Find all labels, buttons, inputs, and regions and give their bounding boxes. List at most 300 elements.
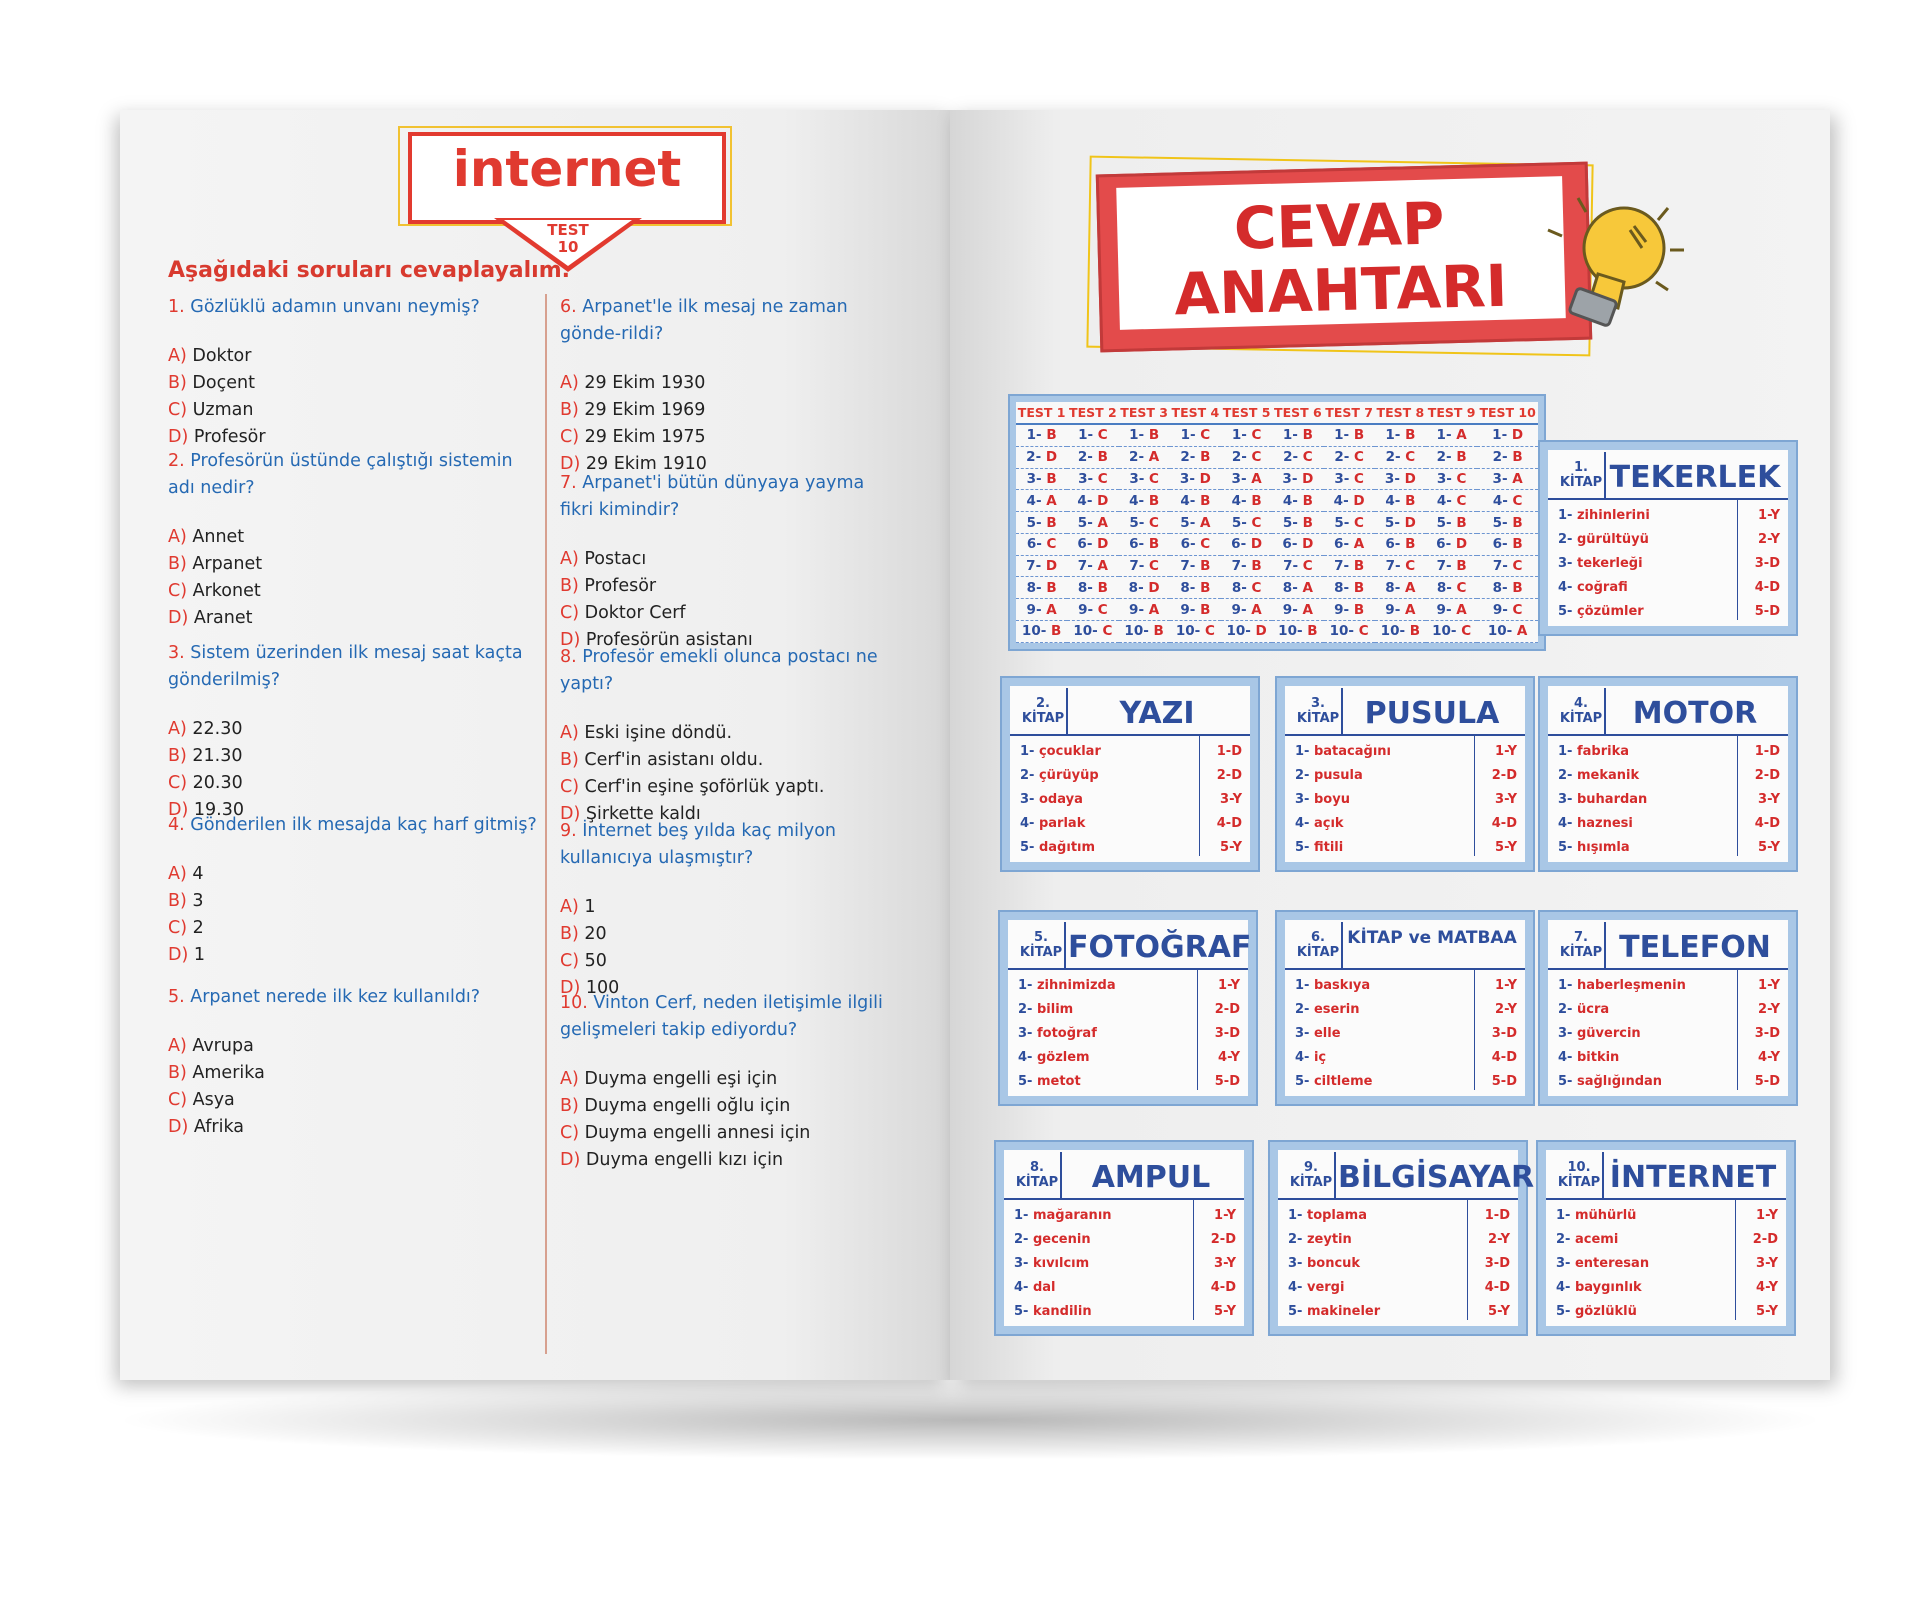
answer-cell [1272,533,1323,555]
test-badge [518,222,618,256]
option-text: Duyma engelli kızı için [580,1150,784,1170]
book-row [1556,1252,1778,1276]
answer-cell [1119,577,1170,599]
option-text: Cerf'in eşine şoförlük yaptı. [579,777,825,797]
header-rule [1004,1198,1244,1200]
book-row-answer: 3-D [1754,556,1780,571]
answer-cell [1067,533,1118,555]
option-text: 29 Ekim 1930 [578,373,706,393]
answer-number: 4- [1282,492,1298,509]
book-row-answer: 4-D [1754,580,1780,595]
answer-number: 6- [1077,536,1093,553]
book-row [1558,788,1780,812]
book-row-number: 3- [1018,1026,1033,1041]
book-number-value: 2. [1036,696,1050,711]
header-rule [1548,968,1788,970]
answer-letter: A [1297,601,1313,618]
book-row-number: 4- [1288,1280,1303,1295]
book-row-answer: 4-D [1754,816,1780,831]
option-letter: B) [560,1096,579,1116]
book-row-answer: 1-Y [1495,978,1517,993]
answer-number: 2- [1077,449,1093,466]
answer-cell [1016,424,1067,446]
answer-cell [1426,468,1477,490]
book-row-left [1020,764,1099,788]
option-letter: C) [560,427,580,447]
answer-cell [1375,512,1426,534]
answer-cell [1016,490,1067,512]
answer-cell [1221,555,1272,577]
book-row-left [1295,998,1359,1022]
answer-number: 6- [1492,536,1508,553]
answer-number: 3- [1026,470,1042,487]
question-9 [560,818,890,1002]
option-text: 29 Ekim 1969 [578,400,706,420]
book-row-word: çocuklar [1034,744,1101,759]
answer-cell [1477,599,1538,621]
answer-cell [1170,621,1221,643]
answer-number: 7- [1436,558,1452,575]
answer-letter: D [1297,470,1314,487]
book-row-left [1558,576,1628,600]
answer-cell [1324,424,1375,446]
book-row-number: 2- [1558,1002,1573,1017]
question-number: 1. [168,297,185,317]
question-text [560,470,890,524]
book-row-word: mekanik [1572,768,1640,783]
answer-cell [1067,424,1118,446]
option-letter: A) [560,1069,579,1089]
book-row-number: 3- [1558,792,1573,807]
book-row-number: 5- [1014,1304,1029,1319]
question-8 [560,644,890,828]
question-6 [560,294,890,478]
book-number-value: 1. [1574,460,1588,475]
book-row-word: sağlığından [1572,1074,1663,1089]
question-text [560,818,890,872]
book-row [1295,1070,1517,1094]
book-row-answer: 5-Y [1220,840,1242,855]
book-row-answer: 2-Y [1758,1002,1780,1017]
question-number: 2. [168,451,185,471]
book-row-left [1288,1252,1360,1276]
answer-letter: C [1195,536,1211,553]
book-row [1295,974,1517,998]
header-rule [1285,734,1525,736]
answer-letter: B [1451,514,1467,531]
answer-table-col-header: TEST 1 [1016,402,1067,424]
answer-letter: C [1200,623,1215,640]
answer-letter: B [1246,492,1262,509]
answer-cell [1119,424,1170,446]
book-row [1018,1046,1240,1070]
answer-letter: B [1507,536,1523,553]
answer-cell [1272,599,1323,621]
answer-cell [1477,446,1538,468]
light-bulb-icon [1538,190,1688,340]
book-row [1295,788,1517,812]
option-text: Cerf'in asistanı oldu. [578,750,764,770]
answer-letter: C [1400,449,1416,466]
answer-option [168,343,543,370]
option-letter: D) [560,1150,581,1170]
book-row-left [1288,1300,1380,1324]
answer-cell [1170,512,1221,534]
book-row-word: makineler [1302,1304,1381,1319]
answer-table-header [1016,402,1538,424]
question-number: 6. [560,297,577,317]
answer-option [168,1060,543,1087]
book-row-word: dağıtım [1034,840,1096,855]
header-rule [1008,968,1248,970]
answer-number: 8- [1128,579,1144,596]
book-row-word: acemi [1570,1232,1619,1247]
answer-letter: A [1041,492,1057,509]
option-letter: A) [168,719,187,739]
answer-letter: C [1507,558,1523,575]
answer-table-col-header: TEST 10 [1477,402,1538,424]
answer-cell [1067,577,1118,599]
book-row-word: çürüyüp [1034,768,1099,783]
answer-cell [1119,533,1170,555]
test-title: internet [452,140,682,198]
answer-options [560,1066,890,1174]
book-row-left [1558,764,1639,788]
answer-number: 6- [1436,536,1452,553]
book-row-number: 4- [1558,816,1573,831]
answer-cell [1324,512,1375,534]
book-label: KİTAP [1296,711,1340,726]
answer-cell [1477,468,1538,490]
answer-option [168,524,543,551]
option-text: Doçent [186,373,255,393]
book-row [1558,836,1780,860]
book-row-number: 3- [1295,1026,1310,1041]
book-box-inner [1548,686,1788,862]
answer-letter: C [1349,449,1364,466]
answer-cell [1016,577,1067,599]
answer-cell [1016,621,1067,643]
book-row-answer: 1-D [1754,744,1780,759]
answer-option [168,716,543,743]
answer-letter: C [1298,558,1313,575]
answer-letter: A [1451,601,1467,618]
question-4 [168,812,543,969]
book-row-word: mühürlü [1570,1208,1637,1223]
answer-letter: A [1507,470,1523,487]
answer-letter: C [1246,427,1262,444]
book-row-answer: 4-D [1491,816,1517,831]
book-row-word: dal [1028,1280,1056,1295]
book-row-number: 5- [1556,1304,1571,1319]
answer-letter: B [1297,427,1313,444]
book-row-left [1295,788,1350,812]
answer-table-row [1016,599,1538,621]
book-row-answer: 5-Y [1214,1304,1236,1319]
answer-number: 3- [1078,470,1094,487]
answer-letter: B [1451,449,1467,466]
book-title: FOTOĞRAF [1068,930,1252,965]
left-page [120,110,950,1380]
answer-number: 5- [1231,514,1247,531]
answer-number: 10- [1124,623,1149,640]
answer-cell [1375,599,1426,621]
answer-letter: A [1092,558,1108,575]
book-rows [1558,974,1780,1094]
book-row [1558,764,1780,788]
answer-number: 7- [1026,558,1042,575]
question-2 [168,448,543,632]
option-text: Eski işine döndü. [578,723,733,743]
answer-letter: A [1451,427,1467,444]
option-letter: B) [168,373,187,393]
answer-number: 1- [1180,427,1196,444]
book-row-left [1558,812,1633,836]
book-row [1556,1300,1778,1324]
answer-number: 2- [1385,449,1401,466]
answer-option [168,942,543,969]
book-row [1558,812,1780,836]
option-text: Duyma engelli annesi için [579,1123,811,1143]
answer-table-row [1016,468,1538,490]
book-row-word: bilim [1032,1002,1074,1017]
book-row-left [1295,764,1363,788]
book-label: KİTAP [1559,945,1603,960]
option-letter: B) [560,924,579,944]
book-row [1295,998,1517,1022]
answer-number: 3- [1231,470,1247,487]
book-row-number: 2- [1558,768,1573,783]
book-row-answer: 5-D [1754,604,1780,619]
answer-letter: B [1046,623,1062,640]
book-row-number: 4- [1020,816,1035,831]
header-rule [1010,734,1250,736]
book-row [1558,740,1780,764]
book-row [1295,812,1517,836]
answer-options [560,894,890,1002]
book-row [1014,1252,1236,1276]
answer-letter: A [1144,601,1160,618]
answer-cell [1324,555,1375,577]
question-label: Gönderilen ilk mesajda kaç harf gitmiş? [184,815,537,835]
option-text: Duyma engelli eşi için [578,1069,778,1089]
answer-number: 3- [1282,470,1298,487]
question-label: Sistem üzerinden ilk mesaj saat kaçta gönderilmiş? [168,643,523,690]
answer-option [560,921,890,948]
answer-number: 9- [1231,601,1247,618]
option-letter: D) [168,800,189,820]
title-divider [1341,688,1343,734]
answer-cell [1324,490,1375,512]
title-divider [1334,1152,1336,1198]
book-row [1295,836,1517,860]
book-title: TELEFON [1619,930,1771,965]
question-label: Arpanet nerede ilk kez kullanıldı? [184,987,481,1007]
book-box-3 [1275,676,1535,872]
book-row-left [1295,812,1344,836]
answer-letter: C [1451,470,1467,487]
book-row [1020,836,1242,860]
book-row [1558,998,1780,1022]
book-row [1014,1276,1236,1300]
option-text: Arkonet [187,581,261,601]
book-row-answer: 1-Y [1758,978,1780,993]
answer-table-col-header: TEST 7 [1324,402,1375,424]
book-row-answer: 4-Y [1218,1050,1240,1065]
answer-cell [1477,555,1538,577]
answer-letter: B [1507,579,1523,596]
option-letter: A) [560,549,579,569]
answer-cell [1067,621,1118,643]
answer-number: 4- [1492,492,1508,509]
book-row-left [1018,1046,1090,1070]
book-row-number: 4- [1556,1280,1571,1295]
answer-cell [1170,599,1221,621]
book-row [1014,1204,1236,1228]
book-box-5 [998,910,1258,1106]
answer-number: 1- [1492,427,1508,444]
book-row-word: eserin [1309,1002,1360,1017]
question-label: İnternet beş yılda kaç milyon kullanıcıya ulaşmıştır? [560,821,837,868]
book-row-number: 3- [1014,1256,1029,1271]
answer-number: 9- [1129,601,1145,618]
answer-cell [1375,621,1426,643]
answer-letter: B [1451,558,1467,575]
book-row-answer: 2-D [1752,1232,1778,1247]
answer-number: 7- [1385,558,1401,575]
book-box-10 [1536,1140,1796,1336]
option-text: Uzman [187,400,254,420]
book-box-inner [1548,450,1788,626]
answer-number: 4- [1026,492,1042,509]
book-row-answer: 5-D [1214,1074,1240,1089]
book-label: KİTAP [1019,945,1063,960]
answer-number: 4- [1129,492,1145,509]
answer-option [560,424,890,451]
answer-number: 10- [1380,623,1406,640]
book-number-value: 4. [1574,696,1588,711]
book-row-word: zihinlerini [1572,508,1650,523]
book-row [1020,812,1242,836]
answer-number: 3- [1334,470,1350,487]
answer-letter: D [1246,536,1263,553]
answer-cell [1426,446,1477,468]
book-row-word: gözlüklü [1570,1304,1637,1319]
book-row-word: parlak [1034,816,1086,831]
answer-number: 5- [1026,514,1042,531]
book-row-word: zihnimizda [1032,978,1116,993]
book-row [1018,1022,1240,1046]
answer-option [560,720,890,747]
answer-table-col-header: TEST 4 [1170,402,1221,424]
answer-options [560,546,890,654]
answer-number: 8- [1436,579,1452,596]
answer-number: 9- [1436,601,1452,618]
book-row-left [1018,974,1116,998]
answer-number: 10- [1021,623,1047,640]
option-letter: B) [168,746,187,766]
book-row-word: odaya [1034,792,1083,807]
book-rows [1558,504,1780,624]
question-5 [168,984,543,1141]
book-row-number: 3- [1020,792,1035,807]
book-row-answer: 2-Y [1495,1002,1517,1017]
book-row-number: 1- [1288,1208,1303,1223]
answer-cell [1221,468,1272,490]
book-row-word: fitili [1309,840,1344,855]
answer-number: 1- [1385,427,1401,444]
answer-cell [1375,533,1426,555]
answer-cell [1221,512,1272,534]
answer-letter: D [1297,536,1314,553]
answer-letter: A [1195,514,1211,531]
book-rows [1018,974,1240,1094]
answer-cell [1375,577,1426,599]
book-number [1018,930,1064,960]
option-letter: D) [168,945,189,965]
book-label: KİTAP [1559,711,1603,726]
book-row-word: haberleşmenin [1572,978,1686,993]
answer-number: 2- [1231,449,1247,466]
answer-letter: B [1092,579,1108,596]
option-text: Doktor Cerf [579,603,686,623]
book-row [1295,764,1517,788]
answer-number: 9- [1492,601,1508,618]
book-row-left [1014,1300,1092,1324]
book-row-number: 4- [1295,1050,1310,1065]
question-text [560,294,890,348]
book-row-number: 3- [1556,1256,1571,1271]
option-letter: A) [168,346,187,366]
book-box-4 [1538,676,1798,872]
book-row [1288,1276,1510,1300]
answer-cell [1477,424,1538,446]
option-text: Amerika [186,1063,265,1083]
book-row-answer: 3-Y [1758,792,1780,807]
answer-number: 9- [1282,601,1298,618]
answer-letter: B [1297,514,1313,531]
answer-table [1016,402,1538,643]
book-row-number: 4- [1558,1050,1573,1065]
book-row [1558,1022,1780,1046]
answer-letter: C [1456,623,1472,640]
book-row-left [1556,1300,1637,1324]
answer-table-col-header: TEST 2 [1067,402,1118,424]
answer-letter: D [1092,536,1109,553]
answer-number: 6- [1231,536,1247,553]
answer-number: 10- [1175,623,1201,640]
book-row-number: 5- [1295,840,1310,855]
answer-letter: D [1507,427,1524,444]
answer-number: 1- [1436,427,1452,444]
answer-number: 9- [1180,601,1196,618]
book-row-left [1556,1276,1642,1300]
answer-cell [1016,468,1067,490]
answer-option [560,600,890,627]
option-text: Profesör [578,576,657,596]
book-row-answer: 3-D [1214,1026,1240,1041]
answer-cell [1375,424,1426,446]
book-row-left [1556,1228,1618,1252]
option-letter: C) [560,951,580,971]
answer-letter: B [1349,558,1365,575]
question-text [168,294,543,321]
option-text: 2 [187,918,204,938]
book-row-left [1558,1070,1662,1094]
option-letter: B) [560,576,579,596]
answer-cell [1016,512,1067,534]
question-label: Arpanet'le ilk mesaj ne zaman gönde-rildi? [560,297,848,344]
